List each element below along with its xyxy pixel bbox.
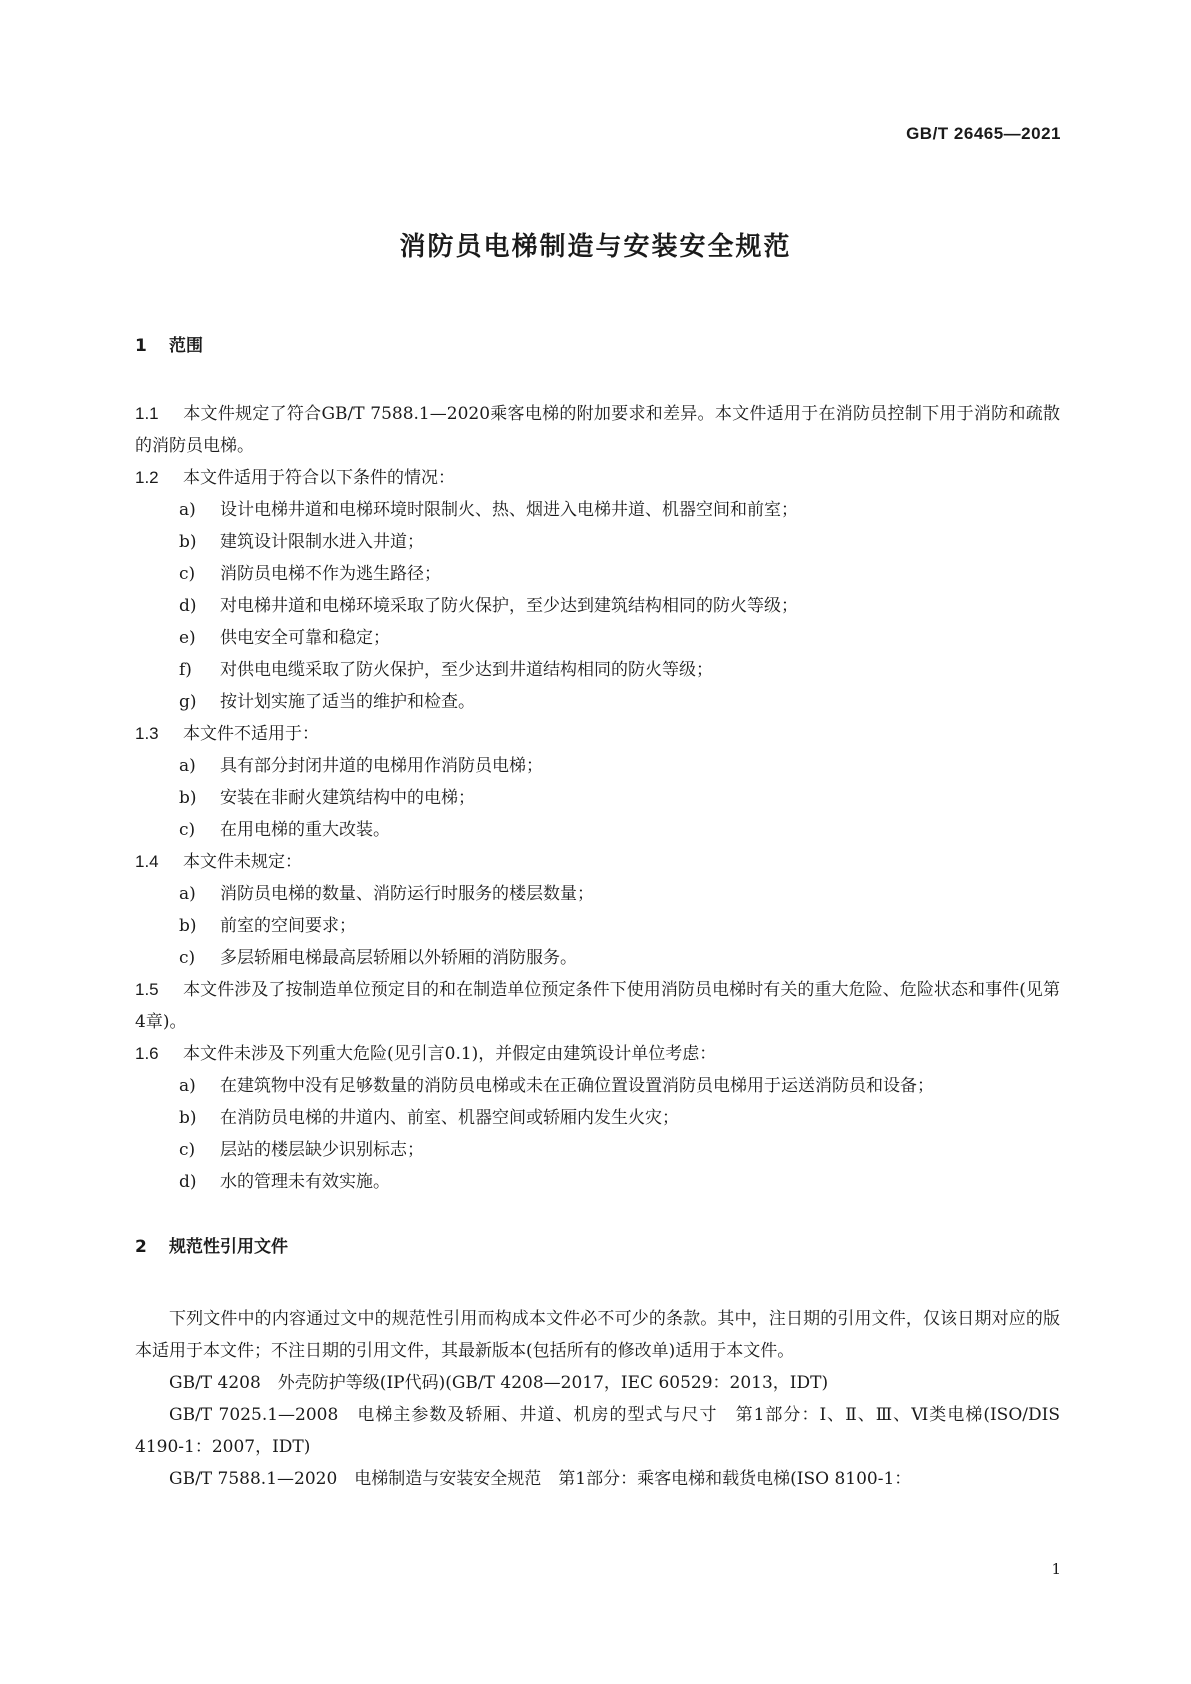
clause-number: 1.1 — [135, 404, 159, 423]
list-label: a) — [179, 1076, 196, 1096]
list-item — [135, 526, 1060, 558]
clause-number: 1.2 — [135, 468, 159, 487]
normative-intro: 下列文件中的内容通过文中的规范性引用而构成本文件必不可少的条款。其中，注日期的引用文件，仅该日期对应的版本适用于本文件；不注日期的引用文件，其最新版本(包括所有的修改单)适用于本文件。 — [135, 1309, 1060, 1361]
list-text: 安装在非耐火建筑结构中的电梯； — [220, 788, 475, 808]
list-text: 按计划实施了适当的维护和检查。 — [220, 692, 475, 712]
list-item — [135, 622, 1060, 654]
list-label: c) — [179, 948, 196, 968]
clause-1-1 — [135, 398, 1060, 462]
list-text: 在消防员电梯的井道内、前室、机器空间或轿厢内发生火灾； — [220, 1108, 679, 1128]
clause-text: 本文件未涉及下列重大危险(见引言0.1)，并假定由建筑设计单位考虑： — [183, 1044, 717, 1064]
clause-number: 1.6 — [135, 1044, 159, 1063]
clause-1-3 — [135, 718, 1060, 750]
list-text: 设计电梯井道和电梯环境时限制火、热、烟进入电梯井道、机器空间和前室； — [220, 500, 798, 520]
document-body — [135, 335, 1060, 1495]
clause-text: 本文件不适用于： — [183, 724, 319, 744]
list-label: c) — [179, 564, 196, 584]
clause-number: 1.3 — [135, 724, 159, 743]
section-title: 范围 — [169, 336, 203, 356]
list-text: 水的管理未有效实施。 — [220, 1172, 390, 1192]
clause-text: 本文件规定了符合GB/T 7588.1—2020乘客电梯的附加要求和差异。本文件适用于在消防员控制下用于消防和疏散的消防员电梯。 — [135, 404, 1060, 456]
section-number: 2 — [135, 1237, 147, 1257]
list-item — [135, 1102, 1060, 1134]
list-item — [135, 782, 1060, 814]
clause-1-2 — [135, 462, 1060, 494]
section-2-heading — [135, 1236, 1060, 1258]
list-label: f) — [179, 660, 192, 680]
list-text: 建筑设计限制水进入井道； — [220, 532, 424, 552]
list-item — [135, 686, 1060, 718]
list-item — [135, 1166, 1060, 1198]
section-title: 规范性引用文件 — [169, 1237, 288, 1257]
list-text: 多层轿厢电梯最高层轿厢以外轿厢的消防服务。 — [220, 948, 577, 968]
list-text: 在用电梯的重大改装。 — [220, 820, 390, 840]
list-label: b) — [179, 532, 197, 552]
reference-entry: GB/T 4208 外壳防护等级(IP代码)(GB/T 4208—2017，IEC 60529：2013，IDT) — [169, 1373, 829, 1393]
list-item — [135, 942, 1060, 974]
standard-code: GB/T 26465—2021 — [906, 124, 1061, 143]
clause-1-5 — [135, 974, 1060, 1038]
list-label: b) — [179, 788, 197, 808]
clause-text: 本文件涉及了按制造单位预定目的和在制造单位预定条件下使用消防员电梯时有关的重大危险、危险状态和事件(见第4章)。 — [135, 980, 1060, 1032]
list-item — [135, 494, 1060, 526]
reference-entry: GB/T 7025.1—2008 电梯主参数及轿厢、井道、机房的型式与尺寸 第1部分：Ⅰ、Ⅱ、Ⅲ、Ⅵ类电梯(ISO/DIS 4190-1：2007，IDT) — [135, 1405, 1060, 1457]
list-item — [135, 814, 1060, 846]
list-text: 层站的楼层缺少识别标志； — [220, 1140, 424, 1160]
list-label: g) — [179, 692, 197, 712]
clause-1-4 — [135, 846, 1060, 878]
list-text: 具有部分封闭井道的电梯用作消防员电梯； — [220, 756, 543, 776]
list-label: b) — [179, 1108, 197, 1128]
list-item — [135, 750, 1060, 782]
list-item — [135, 910, 1060, 942]
list-text: 对供电电缆采取了防火保护，至少达到井道结构相同的防火等级； — [220, 660, 713, 680]
list-item — [135, 558, 1060, 590]
list-text: 在建筑物中没有足够数量的消防员电梯或未在正确位置设置消防员电梯用于运送消防员和设备； — [220, 1076, 934, 1096]
list-label: d) — [179, 1172, 197, 1192]
page-number: 1 — [1051, 1560, 1061, 1578]
list-label: a) — [179, 500, 196, 520]
section-1-heading — [135, 335, 1060, 357]
list-item — [135, 1070, 1060, 1102]
document-title: 消防员电梯制造与安装安全规范 — [399, 232, 792, 262]
list-item — [135, 654, 1060, 686]
list-label: e) — [179, 628, 196, 648]
list-text: 消防员电梯的数量、消防运行时服务的楼层数量； — [220, 884, 594, 904]
list-text: 对电梯井道和电梯环境采取了防火保护，至少达到建筑结构相同的防火等级； — [220, 596, 798, 616]
clause-1-6 — [135, 1038, 1060, 1070]
list-label: a) — [179, 884, 196, 904]
list-label: a) — [179, 756, 196, 776]
list-item — [135, 590, 1060, 622]
clause-number: 1.5 — [135, 980, 159, 999]
list-label: b) — [179, 916, 197, 936]
clause-text: 本文件适用于符合以下条件的情况： — [183, 468, 455, 488]
list-text: 供电安全可靠和稳定； — [220, 628, 390, 648]
list-label: c) — [179, 1140, 196, 1160]
reference-entry: GB/T 7588.1—2020 电梯制造与安装安全规范 第1部分：乘客电梯和载货电梯(ISO 8100-1： — [169, 1469, 912, 1489]
clause-number: 1.4 — [135, 852, 159, 871]
list-text: 消防员电梯不作为逃生路径； — [220, 564, 441, 584]
list-item — [135, 878, 1060, 910]
list-text: 前室的空间要求； — [220, 916, 356, 936]
section-number: 1 — [135, 336, 147, 356]
list-item — [135, 1134, 1060, 1166]
clause-text: 本文件未规定： — [183, 852, 302, 872]
list-label: d) — [179, 596, 197, 616]
list-label: c) — [179, 820, 196, 840]
